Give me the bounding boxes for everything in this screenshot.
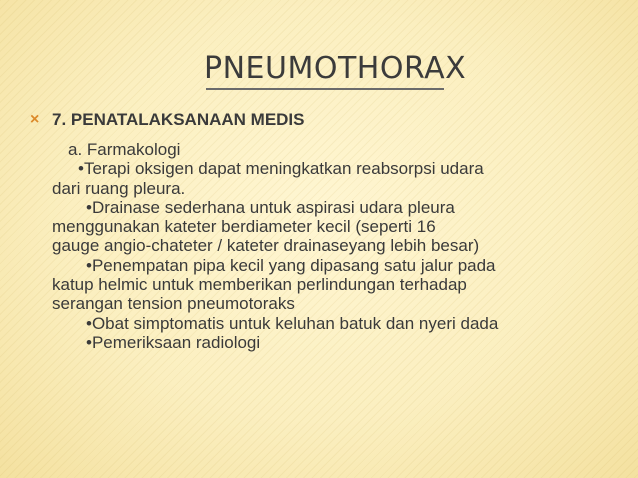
slide-body [52,140,634,352]
list-item-continuation: dari ruang pleura. [52,178,186,198]
list-item-continuation: menggunakan kateter berdiameter kecil (seperti 16 [52,217,436,237]
section-heading: 7. PENATALAKSANAAN MEDIS [52,110,305,129]
title-underline [206,88,444,90]
list-item-first-line: •Terapi oksigen dapat meningkatkan reabsorpsi udara [78,159,484,179]
list-item-first-line: •Drainase sederhana untuk aspirasi udara pleura [86,197,455,217]
x-bullet-icon: × [30,111,40,128]
list-item-continuation: gauge angio-chateter / kateter drainaseyang lebih besar) [52,236,480,256]
list-item-first-line: •Obat simptomatis untuk keluhan batuk dan nyeri dada [86,313,499,333]
subheading: a. Farmakologi [68,140,181,159]
list-item-first-line: •Penempatan pipa kecil yang dipasang satu jalur pada [86,255,496,275]
list-item-continuation: katup helmic untuk memberikan perlindungan terhadap [52,275,467,295]
slide-title: PNEUMOTHORAX [204,51,467,86]
list-item-first-line: •Pemeriksaan radiologi [86,332,261,352]
list-item-continuation: serangan tension pneumotoraks [52,294,295,314]
